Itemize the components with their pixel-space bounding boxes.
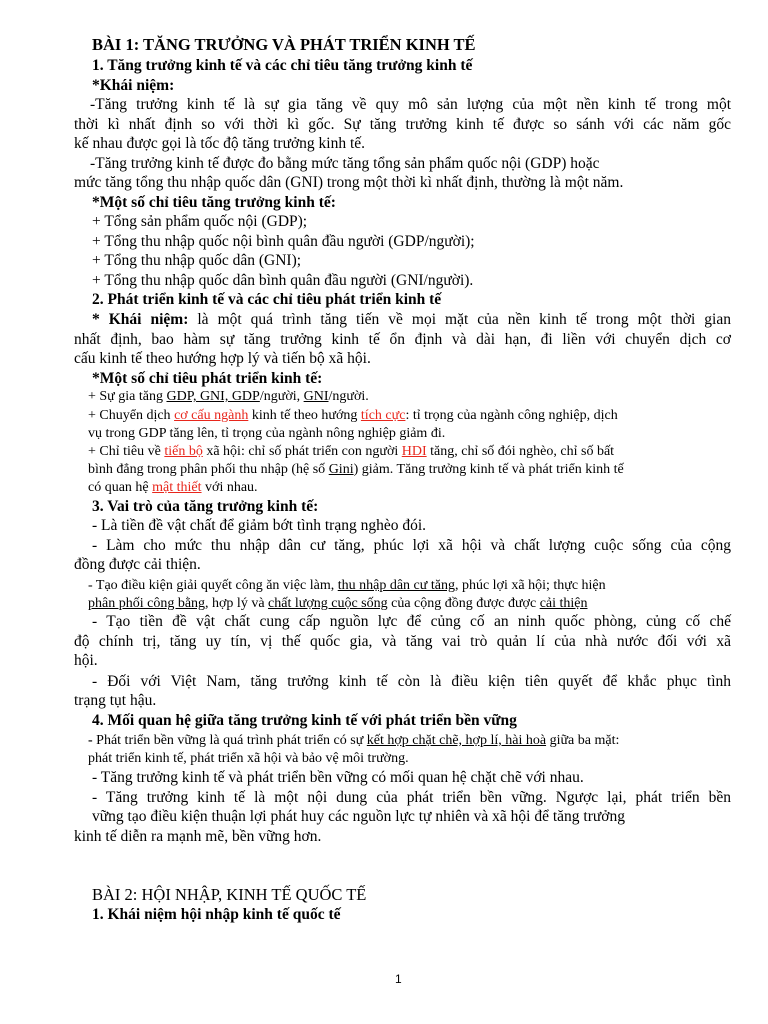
development-indicator-2-line-2: vụ trong GDP tăng lên, tỉ trọng của ngành nông nghiệp giảm đi. bbox=[88, 426, 446, 441]
development-indicator-1 bbox=[88, 387, 369, 406]
text-fragment: ) giảm. Tăng trưởng kinh tế và phát triển kinh tế bbox=[353, 462, 624, 477]
highlighted-term: tích cực bbox=[360, 408, 406, 423]
text-fragment: , hợp lý và bbox=[205, 596, 269, 611]
section-1-heading: 1. Tăng trưởng kinh tế và các chỉ tiêu tăng trưởng kinh tế bbox=[92, 57, 473, 74]
relation-item-3-line-2: vững tạo điều kiện thuận lợi phát huy các nguồn lực tự nhiên và xã hội để tăng trưởng bbox=[92, 808, 625, 825]
definition-2-line-1: -Tăng trưởng kinh tế được đo bằng mức tăng tổng sản phẩm quốc nội (GDP) hoặc bbox=[90, 155, 600, 172]
relation-item-3-line-3: kinh tế diễn ra mạnh mẽ, bền vững hơn. bbox=[74, 828, 322, 845]
development-concept-line-3: cấu kinh tế theo hướng hợp lý và tiến bộ xã hội. bbox=[74, 350, 371, 367]
development-concept-line-2: nhất định, bao hàm sự tăng trưởng kinh tế ổn định và dài hạn, đi liền với chuyển dịch cơ bbox=[74, 331, 731, 348]
text-fragment: + Chỉ tiêu về bbox=[88, 444, 165, 459]
lesson-2-section-1-heading: 1. Khái niệm hội nhập kinh tế quốc tế bbox=[92, 906, 341, 923]
development-indicator-3-line-3 bbox=[88, 478, 258, 497]
text-fragment: - bbox=[88, 733, 97, 748]
underlined-term: phân phối công bằng bbox=[88, 596, 206, 611]
underlined-term: cải thiện bbox=[539, 596, 588, 611]
text-fragment: kinh tế theo hướng bbox=[248, 408, 361, 423]
highlighted-term: tiến bộ bbox=[164, 444, 203, 459]
role-item-4-line-3: hội. bbox=[74, 652, 98, 669]
text-fragment: /người, bbox=[259, 389, 304, 404]
relation-item-1-line-2: phát triển kinh tế, phát triển xã hội và bảo vệ môi trường. bbox=[88, 751, 409, 766]
concept-label: *Khái niệm: bbox=[92, 77, 175, 94]
development-concept-text: là một quá trình tăng tiến về mọi mặt của nền kinh tế trong một thời gian bbox=[188, 311, 731, 328]
definition-1-line-3: kế nhau được gọi là tốc độ tăng trưởng kinh tế. bbox=[74, 135, 366, 152]
underlined-term: Gini bbox=[328, 462, 354, 477]
development-indicator-2-line-1 bbox=[88, 406, 618, 425]
growth-indicator-item: + Tổng thu nhập quốc nội bình quân đầu người (GDP/người); bbox=[92, 233, 475, 250]
relation-item-1-line-1 bbox=[88, 731, 619, 750]
text-fragment: xã hội: chỉ số phát triển con người bbox=[202, 444, 402, 459]
text-fragment: - Tạo điều kiện giải quyết công ăn việc làm, bbox=[88, 578, 338, 593]
lesson-1-title: BÀI 1: TĂNG TRƯỞNG VÀ PHÁT TRIỂN KINH TẾ bbox=[92, 35, 476, 54]
text-fragment: : tỉ trọng của ngành công nghiệp, dịch bbox=[405, 408, 618, 423]
highlighted-term: HDI bbox=[401, 444, 427, 459]
text-fragment: giữa ba mặt: bbox=[546, 733, 620, 748]
role-item-2-line-2: đồng được cải thiện. bbox=[74, 556, 201, 573]
text-fragment: của cộng đồng được được bbox=[387, 596, 540, 611]
text-fragment: với nhau. bbox=[201, 480, 258, 495]
role-item-4-line-1: - Tạo tiền đề vật chất cung cấp nguồn lực để củng cố an ninh quốc phòng, củng cố chế bbox=[92, 613, 731, 630]
relation-item-3-line-1: - Tăng trưởng kinh tế là một nội dung của phát triển bền vững. Ngược lại, phát triển bền bbox=[92, 789, 731, 806]
text-fragment: , phúc lợi xã hội; thực hiện bbox=[454, 578, 606, 593]
role-item-3-line-2 bbox=[88, 594, 588, 613]
underlined-term: thu nhập dân cư tăng bbox=[337, 578, 455, 593]
definition-2-line-2: mức tăng tổng thu nhập quốc dân (GNI) trong một thời kì nhất định, thường là một năm. bbox=[74, 174, 624, 191]
highlighted-term: mật thiết bbox=[152, 480, 202, 495]
underlined-term: GDP, GNI, GDP bbox=[166, 389, 260, 404]
definition-1-line-1: -Tăng trưởng kinh tế là sự gia tăng về quy mô sản lượng của một nền kinh tế trong một bbox=[90, 96, 731, 113]
text-fragment: bình đẳng trong phân phối thu nhập (hệ số bbox=[88, 462, 329, 477]
development-concept-label: * Khái niệm: bbox=[92, 311, 189, 328]
role-item-4-line-2: độ chính trị, tăng uy tín, vị thế quốc gia, và tăng vai trò quản lí của nhà nước đối với xã bbox=[74, 633, 731, 650]
text-fragment: tăng, chỉ số đói nghèo, chỉ số bất bbox=[426, 444, 615, 459]
section-3-heading: 3. Vai trò của tăng trưởng kinh tế: bbox=[92, 498, 319, 515]
text-fragment: + Sự gia tăng bbox=[88, 389, 167, 404]
definition-1-line-2: thời kì nhất định so với thời kì gốc. Sự tăng trưởng kinh tế được so sánh với các năm gốc bbox=[74, 116, 731, 133]
growth-indicator-item: + Tổng thu nhập quốc dân bình quân đầu người (GNI/người). bbox=[92, 272, 474, 289]
text-fragment: /người. bbox=[328, 389, 369, 404]
development-concept-line-1 bbox=[92, 310, 731, 329]
page-number: 1 bbox=[395, 972, 402, 986]
development-indicator-3-line-1 bbox=[88, 442, 614, 461]
growth-indicator-item: + Tổng sản phẩm quốc nội (GDP); bbox=[92, 213, 308, 230]
underlined-term: GNI bbox=[303, 389, 329, 404]
role-item-5-line-1: - Đối với Việt Nam, tăng trưởng kinh tế còn là điều kiện tiên quyết để khắc phục tình bbox=[92, 673, 731, 690]
section-2-heading: 2. Phát triển kinh tế và các chỉ tiêu phát triển kinh tế bbox=[92, 291, 442, 308]
underlined-term: chất lượng cuộc sống bbox=[268, 596, 388, 611]
development-indicators-heading: *Một số chỉ tiêu phát triển kinh tế: bbox=[92, 370, 323, 387]
role-item-5-line-2: trạng tụt hậu. bbox=[74, 692, 157, 709]
role-item-2-line-1: - Làm cho mức thu nhập dân cư tăng, phúc lợi xã hội và chất lượng cuộc sống của cộng bbox=[92, 537, 731, 554]
role-item-3-line-1 bbox=[88, 576, 606, 595]
development-indicator-3-line-2 bbox=[88, 460, 624, 479]
underlined-term: kết hợp chặt chẽ, hợp lí, hài hoà bbox=[366, 733, 547, 748]
text-fragment: + Chuyển dịch bbox=[88, 408, 175, 423]
growth-indicators-heading: *Một số chỉ tiêu tăng trưởng kinh tế: bbox=[92, 194, 336, 211]
lesson-2-title: BÀI 2: HỘI NHẬP, KINH TẾ QUỐC TẾ bbox=[92, 885, 367, 904]
section-4-heading: 4. Mối quan hệ giữa tăng trưởng kinh tế với phát triển bền vững bbox=[92, 712, 517, 729]
role-item-1: - Là tiền đề vật chất để giảm bớt tình trạng nghèo đói. bbox=[92, 517, 427, 534]
text-fragment: Phát triển bền vững là quá trình phát triển có sự bbox=[96, 733, 367, 748]
relation-item-2: - Tăng trưởng kinh tế và phát triển bền vững có mối quan hệ chặt chẽ với nhau. bbox=[92, 769, 584, 786]
text-fragment: có quan hệ bbox=[88, 480, 153, 495]
highlighted-term: cơ cấu ngành bbox=[174, 408, 249, 423]
growth-indicator-item: + Tổng thu nhập quốc dân (GNI); bbox=[92, 252, 302, 269]
